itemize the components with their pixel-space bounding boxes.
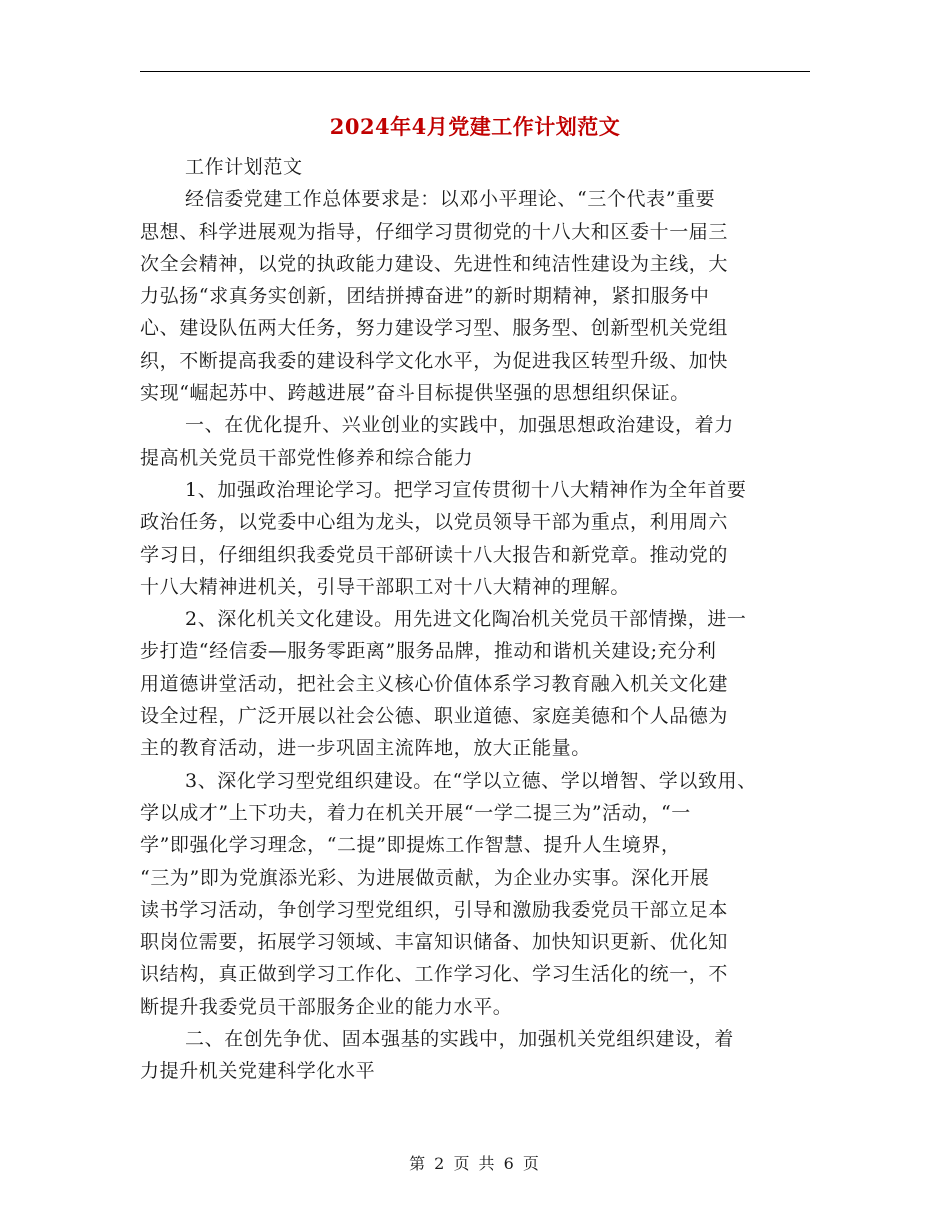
body-line: 工作计划范文	[185, 156, 303, 178]
body-line: 心、建设队伍两大任务，努力建设学习型、服务型、创新型机关党组	[140, 317, 729, 340]
body-line: “三为”即为党旗添光彩、为进展做贡献，为企业办实事。深化开展	[140, 866, 710, 889]
document-body	[140, 151, 810, 1088]
page-number: 第 2 页 共 6 页	[409, 1154, 541, 1173]
body-line: 二、在创先争优、固本强基的实践中，加强机关党组织建设，着	[185, 1028, 734, 1051]
body-line: 经信委党建工作总体要求是：以邓小平理论、“三个代表”重要	[185, 188, 716, 211]
body-line: 断提升我委党员干部服务企业的能力水平。	[140, 995, 513, 1018]
body-line: 3、深化学习型党组织建设。在“学以立德、学以增智、学以致用、	[185, 769, 757, 792]
header-rule	[140, 71, 810, 72]
body-line: 学”即强化学习理念，“二提”即提炼工作智慧、提升人生境界，	[140, 834, 681, 857]
body-line: 步打造“经信委—服务零距离”服务品牌，推动和谐机关建设;充分利	[140, 640, 717, 663]
body-line: 力提升机关党建科学化水平	[140, 1060, 376, 1083]
body-line: 1、加强政治理论学习。把学习宣传贯彻十八大精神作为全年首要	[185, 478, 747, 501]
body-line: 学以成才”上下功夫，着力在机关开展“一学二提三为”活动，“一	[140, 801, 691, 824]
body-line: 十八大精神进机关，引导干部职工对十八大精神的理解。	[140, 575, 631, 598]
body-line: 读书学习活动，争创学习型党组织，引导和激励我委党员干部立足本	[140, 898, 729, 921]
body-line: 识结构，真正做到学习工作化、工作学习化、学习生活化的统一，不	[140, 963, 729, 986]
body-line: 学习日，仔细组织我委党员干部研读十八大报告和新党章。推动党的	[140, 543, 729, 566]
body-line: 次全会精神，以党的执政能力建设、先进性和纯洁性建设为主线，大	[140, 252, 729, 275]
document-title: 2024年4月党建工作计划范文	[329, 114, 621, 139]
body-line: 实现“崛起苏中、跨越进展”奋斗目标提供坚强的思想组织保证。	[140, 382, 690, 405]
body-line: 主的教育活动，进一步巩固主流阵地，放大正能量。	[140, 737, 591, 760]
body-line: 设全过程，广泛开展以社会公德、职业道德、家庭美德和个人品德为	[140, 705, 729, 728]
body-line: 提高机关党员干部党性修养和综合能力	[140, 446, 474, 469]
body-line: 织，不断提高我委的建设科学文化水平，为促进我区转型升级、加快	[140, 349, 729, 372]
body-line: 2、深化机关文化建设。用先进文化陶冶机关党员干部情操，进一	[185, 608, 747, 631]
body-line: 力弘扬“求真务实创新，团结拼搏奋进”的新时期精神，紧扣服务中	[140, 285, 710, 308]
body-line: 职岗位需要，拓展学习领域、丰富知识储备、加快知识更新、优化知	[140, 931, 729, 954]
body-line: 政治任务，以党委中心组为龙头，以党员领导干部为重点，利用周六	[140, 511, 729, 534]
body-line: 用道德讲堂活动，把社会主义核心价值体系学习教育融入机关文化建	[140, 672, 729, 695]
body-line: 思想、科学进展观为指导，仔细学习贯彻党的十八大和区委十一届三	[140, 220, 729, 243]
body-line: 一、在优化提升、兴业创业的实践中，加强思想政治建设，着力	[185, 414, 734, 437]
